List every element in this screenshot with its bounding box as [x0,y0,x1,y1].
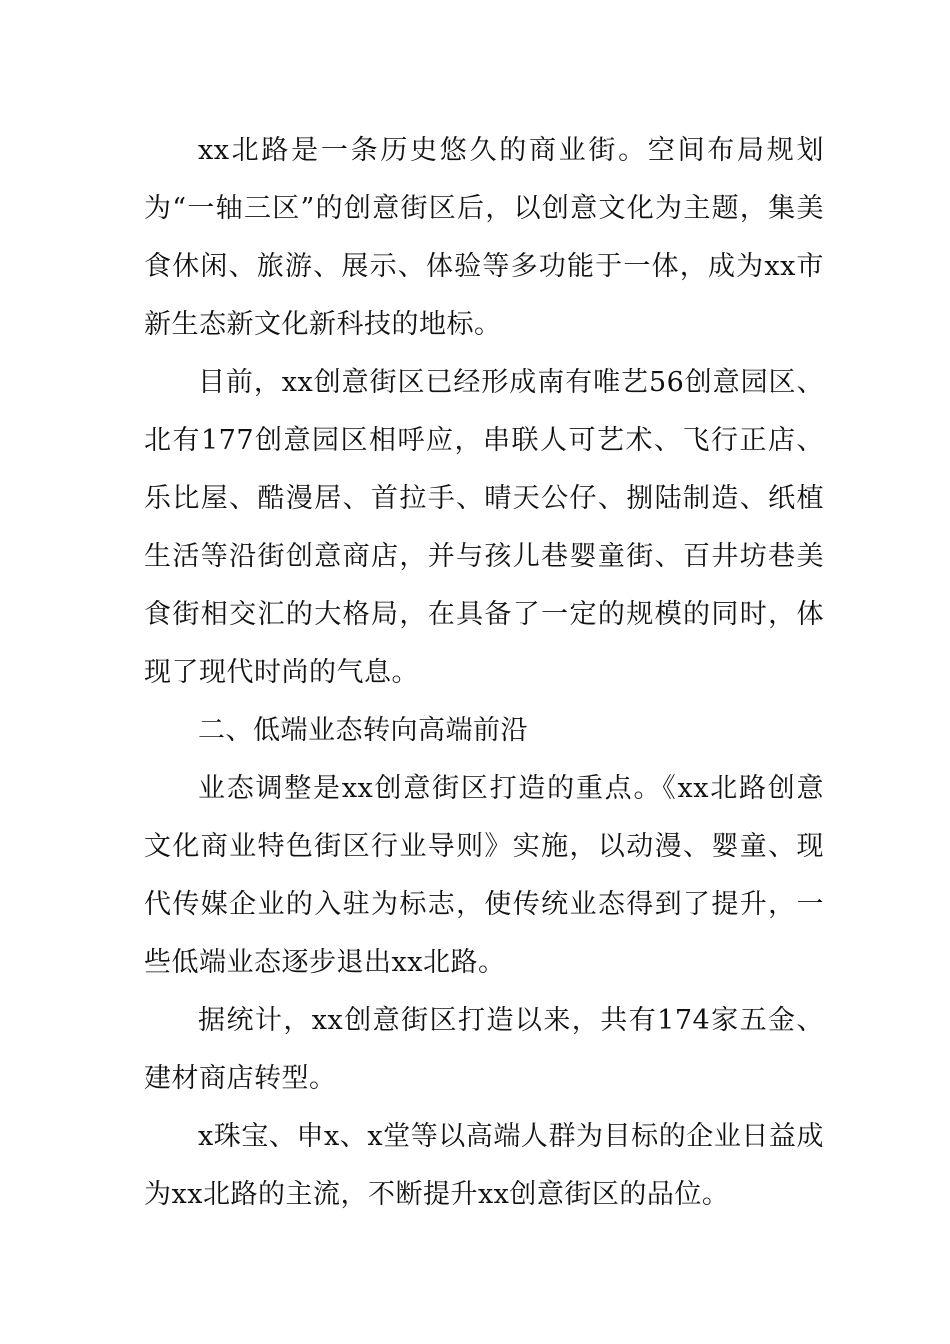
paragraph-intro: xx北路是一条历史悠久的商业街。空间布局规划为“一轴三区”的创意街区后，以创意文化为主题，集美食休闲、旅游、展示、体验等多功能于一体，成为xx市新生态新文化新科技的地标。 [144,135,824,340]
paragraph-statistics: 据统计，xx创意街区打造以来，共有174家五金、建材商店转型。 [144,1005,824,1094]
section-heading: 二、低端业态转向高端前沿 [198,715,528,746]
document-page [144,122,824,1224]
paragraph-business-adjustment: 业态调整是xx创意街区打造的重点。《xx北路创意文化商业特色街区行业导则》实施，以动漫、婴童、现代传媒企业的入驻为标志，使传统业态得到了提升，一些低端业态逐步退出xx北路。 [144,773,824,978]
paragraph-current-status: 目前，xx创意街区已经形成南有唯艺56创意园区、北有177创意园区相呼应，串联人可艺术、飞行正店、乐比屋、酷漫居、首拉手、晴天公仔、捌陆制造、纸植生活等沿街创意商店，并与孩儿巷婴童街、百井坊巷美食街相交汇的大格局，在具备了一定的规模的同时，体现了现代时尚的气息。 [144,367,824,688]
paragraph-high-end: x珠宝、申x、x堂等以高端人群为目标的企业日益成为xx北路的主流，不断提升xx创意街区的品位。 [144,1121,824,1210]
